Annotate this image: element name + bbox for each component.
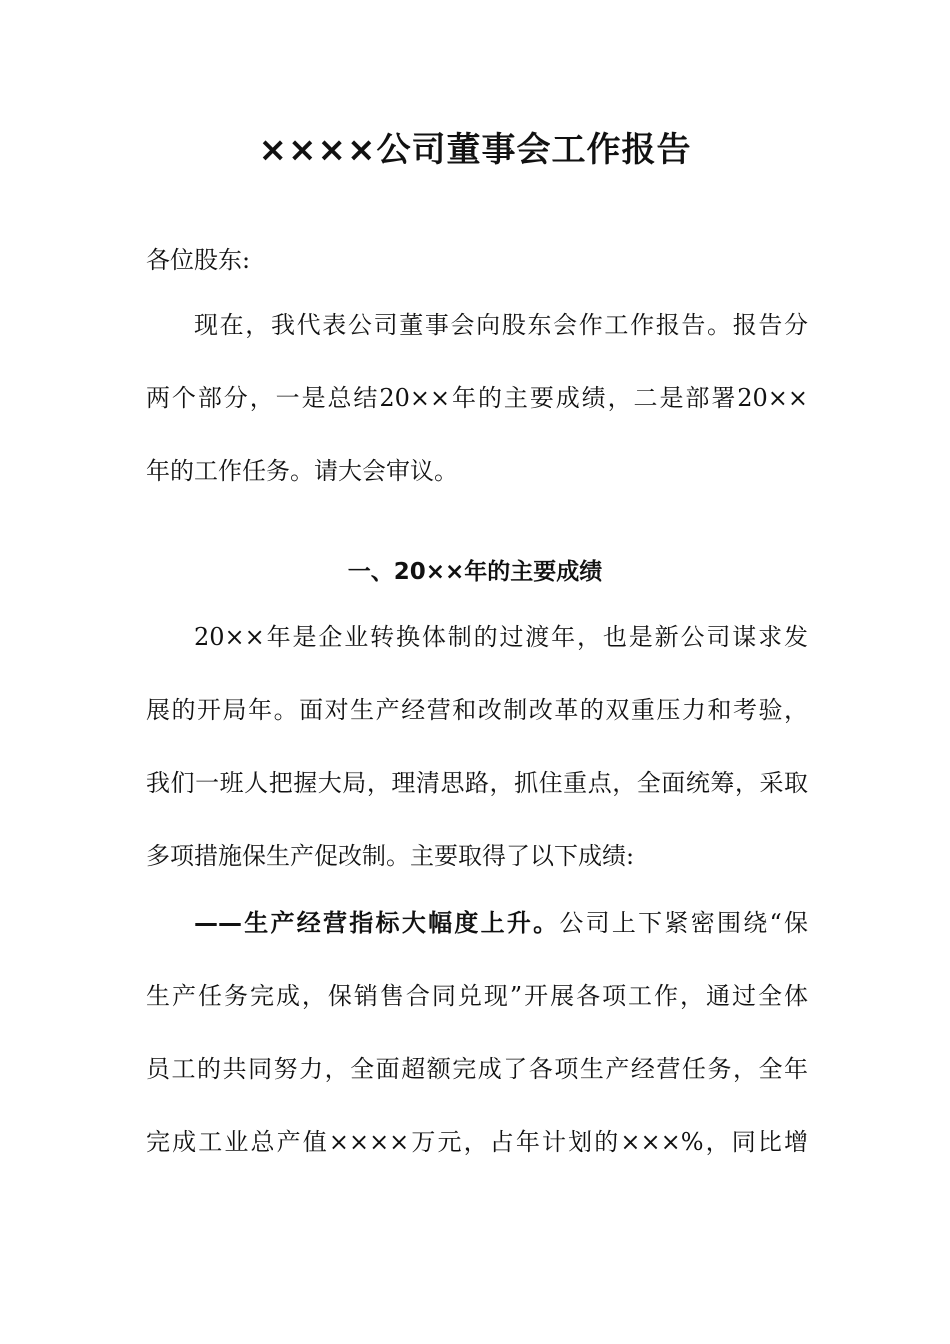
salutation: 各位股东: — [146, 246, 251, 274]
paragraph-1-line-1: 20××年是企业转换体制的过渡年，也是新公司谋求发 — [194, 623, 808, 651]
intro-line-3: 年的工作任务。请大会审议。 — [146, 457, 458, 485]
section-heading: 一、20××年的主要成绩 — [347, 559, 603, 585]
paragraph-2-line-4: 完成工业总产值××××万元，占年计划的×××%，同比增 — [146, 1128, 808, 1156]
paragraph-2-line-3: 员工的共同努力，全面超额完成了各项生产经营任务，全年 — [146, 1055, 808, 1083]
paragraph-2-line-2: 生产任务完成，保销售合同兑现”开展各项工作，通过全体 — [146, 982, 808, 1010]
paragraph-2-line-1 — [194, 903, 808, 943]
paragraph-1-line-3: 我们一班人把握大局，理清思路，抓住重点，全面统筹，采取 — [146, 769, 808, 797]
paragraph-2-lead: ——生产经营指标大幅度上升。 — [194, 909, 560, 937]
paragraph-1-line-2: 展的开局年。面对生产经营和改制改革的双重压力和考验， — [146, 696, 808, 724]
intro-line-1: 现在，我代表公司董事会向股东会作工作报告。报告分 — [194, 311, 808, 339]
paragraph-2-line-1-rest: 公司上下紧密围绕“保 — [559, 909, 808, 937]
document-title: ××××公司董事会工作报告 — [258, 130, 692, 170]
intro-line-2: 两个部分，一是总结20××年的主要成绩，二是部署20×× — [146, 384, 808, 412]
paragraph-1-line-4: 多项措施保生产促改制。主要取得了以下成绩: — [146, 842, 635, 870]
